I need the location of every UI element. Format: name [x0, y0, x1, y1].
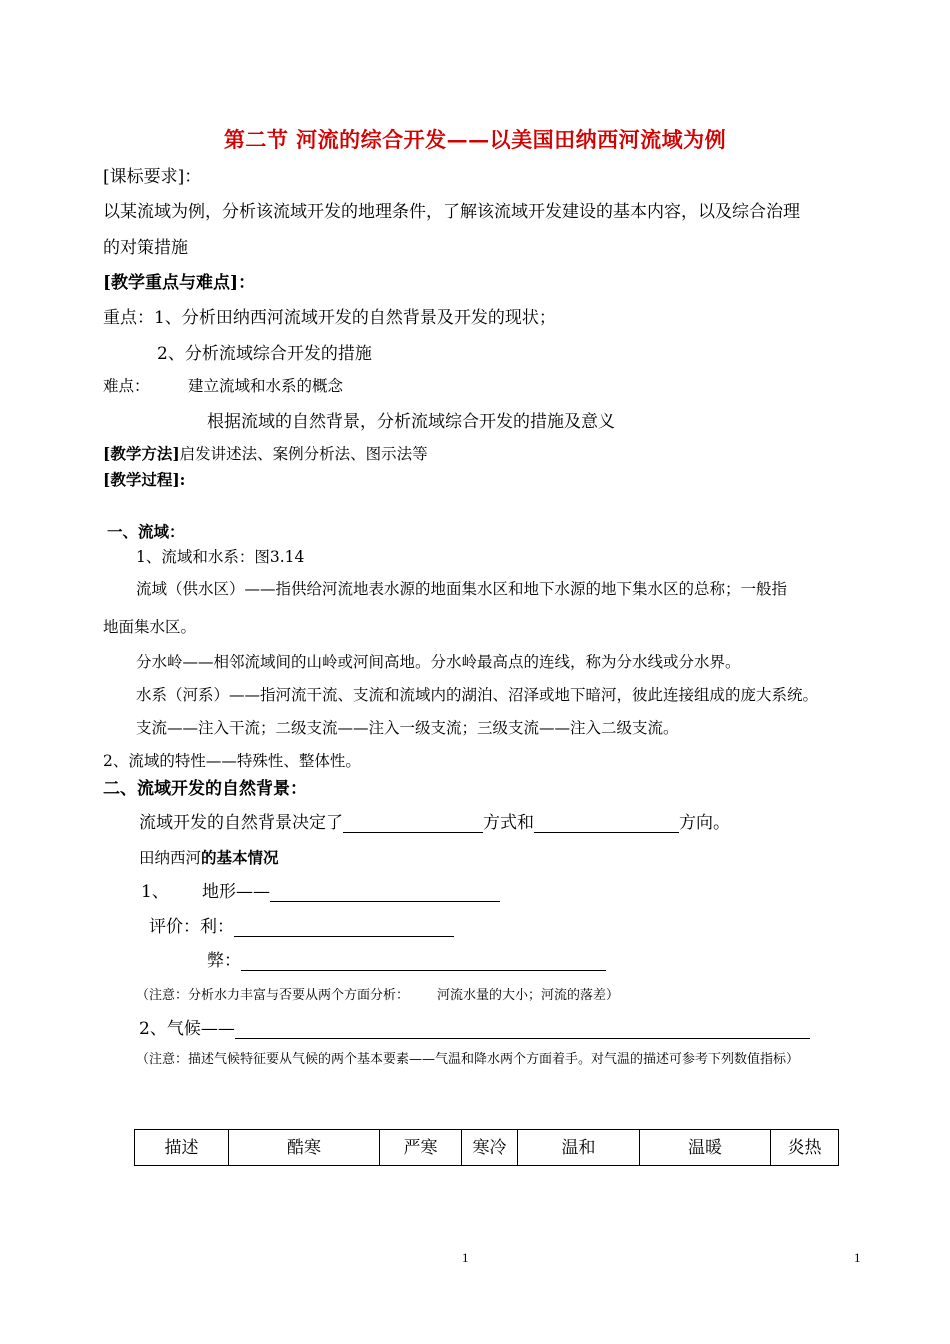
table-cell-hot: 炎热 [771, 1130, 839, 1166]
document-title: 第二节 河流的综合开发——以美国田纳西河流域为例 [223, 127, 727, 152]
temperature-description-table [134, 1129, 839, 1166]
disadvantage-label: 弊： [207, 951, 241, 971]
blank-disadvantage[interactable] [241, 952, 606, 971]
method-text: 启发讲述法、案例分析法、图示法等 [179, 445, 428, 463]
blank-development-direction[interactable] [534, 814, 679, 833]
section2-heading: 二、流域开发的自然背景： [103, 779, 307, 799]
table-cell-severe-cold: 严寒 [380, 1130, 462, 1166]
section1-heading: 一、流域： [107, 522, 185, 541]
tennessee-basic-info [139, 846, 279, 868]
table-cell-extreme-cold: 酷寒 [229, 1130, 380, 1166]
divide-definition: 分水岭——相邻流域间的山岭或河间高地。分水岭最高点的连线，称为分水线或分水界。 [136, 653, 741, 671]
evaluation-advantage-label: 评价：利： [149, 917, 234, 937]
river-system-definition: 水系（河系）——指河流干流、支流和流域内的湖泊、沼泽或地下暗河，彼此连接组成的庞大系统。 [136, 686, 819, 704]
decide-sentence [139, 808, 730, 833]
focus-line-1 [103, 303, 556, 328]
page-number-center: 1 [462, 1250, 469, 1265]
note-hydropower-a: （注意：分析水力丰富与否要从两个方面分析： [136, 988, 410, 1003]
note-climate: （注意：描述气候特征要从气候的两个基本要素——气温和降水两个方面着手。对气温的描述可参考下列数值指标） [136, 1052, 800, 1067]
note-hydropower [136, 984, 619, 1003]
table-cell-cold: 寒冷 [462, 1130, 518, 1166]
evaluation-row [149, 912, 454, 937]
table-cell-mild: 温和 [518, 1130, 640, 1166]
blank-terrain[interactable] [270, 883, 500, 902]
tennessee-name: 田纳西河 [139, 849, 202, 867]
basin-definition-line1: 流域（供水区）——指供给河流地表水源的地面集水区和地下水源的地下集水区的总称；一般指 [136, 580, 788, 598]
method-label: [教学方法] [103, 444, 180, 463]
decide-text-c: 方向。 [679, 813, 730, 833]
climate-row [139, 1014, 810, 1039]
terrain-label: 地形—— [202, 882, 270, 902]
curriculum-heading: [课标要求]： [103, 167, 202, 187]
table-cell-warm: 温暖 [640, 1130, 771, 1166]
key-points-heading: [教学重点与难点]： [103, 273, 256, 293]
focus-item-1: 1、分析田纳西河流域开发的自然背景及开发的现状； [154, 308, 556, 328]
terrain-number: 1、 [141, 882, 169, 902]
section1-sub2: 2、流域的特性——特殊性、整体性。 [103, 752, 361, 770]
tributary-definition: 支流——注入干流；二级支流——注入一级支流；三级支流——注入二级支流。 [136, 719, 679, 737]
difficulty-item-1: 建立流域和水系的概念 [188, 377, 344, 395]
process-label: [教学过程]: [103, 470, 186, 489]
teaching-method [103, 442, 428, 464]
focus-item-2: 2、分析流域综合开发的措施 [157, 344, 372, 364]
page-number-right: 1 [854, 1250, 861, 1265]
table-row [135, 1130, 839, 1166]
blank-advantage[interactable] [234, 918, 454, 937]
note-hydropower-b: 河流水量的大小；河流的落差） [437, 988, 620, 1003]
basin-definition-line2: 地面集水区。 [103, 618, 197, 636]
table-cell-description: 描述 [135, 1130, 229, 1166]
climate-label: 2、气候—— [139, 1019, 235, 1039]
decide-text-a: 流域开发的自然背景决定了 [139, 813, 343, 833]
focus-label: 重点： [103, 308, 154, 328]
curriculum-text-line2: 的对策措施 [103, 238, 188, 258]
section1-sub1: 1、流域和水系：图3.14 [136, 548, 305, 566]
disadvantage-row [207, 946, 606, 971]
blank-development-mode[interactable] [343, 814, 483, 833]
terrain-row [202, 877, 500, 902]
basic-info-label: 的基本情况 [201, 848, 279, 867]
difficulty-item-2: 根据流域的自然背景，分析流域综合开发的措施及意义 [207, 412, 615, 432]
difficulty-label: 难点： [103, 377, 150, 395]
decide-text-b: 方式和 [483, 813, 534, 833]
blank-climate[interactable] [235, 1020, 810, 1039]
curriculum-text-line1: 以某流域为例，分析该流域开发的地理条件，了解该流域开发建设的基本内容，以及综合治理 [103, 202, 800, 222]
